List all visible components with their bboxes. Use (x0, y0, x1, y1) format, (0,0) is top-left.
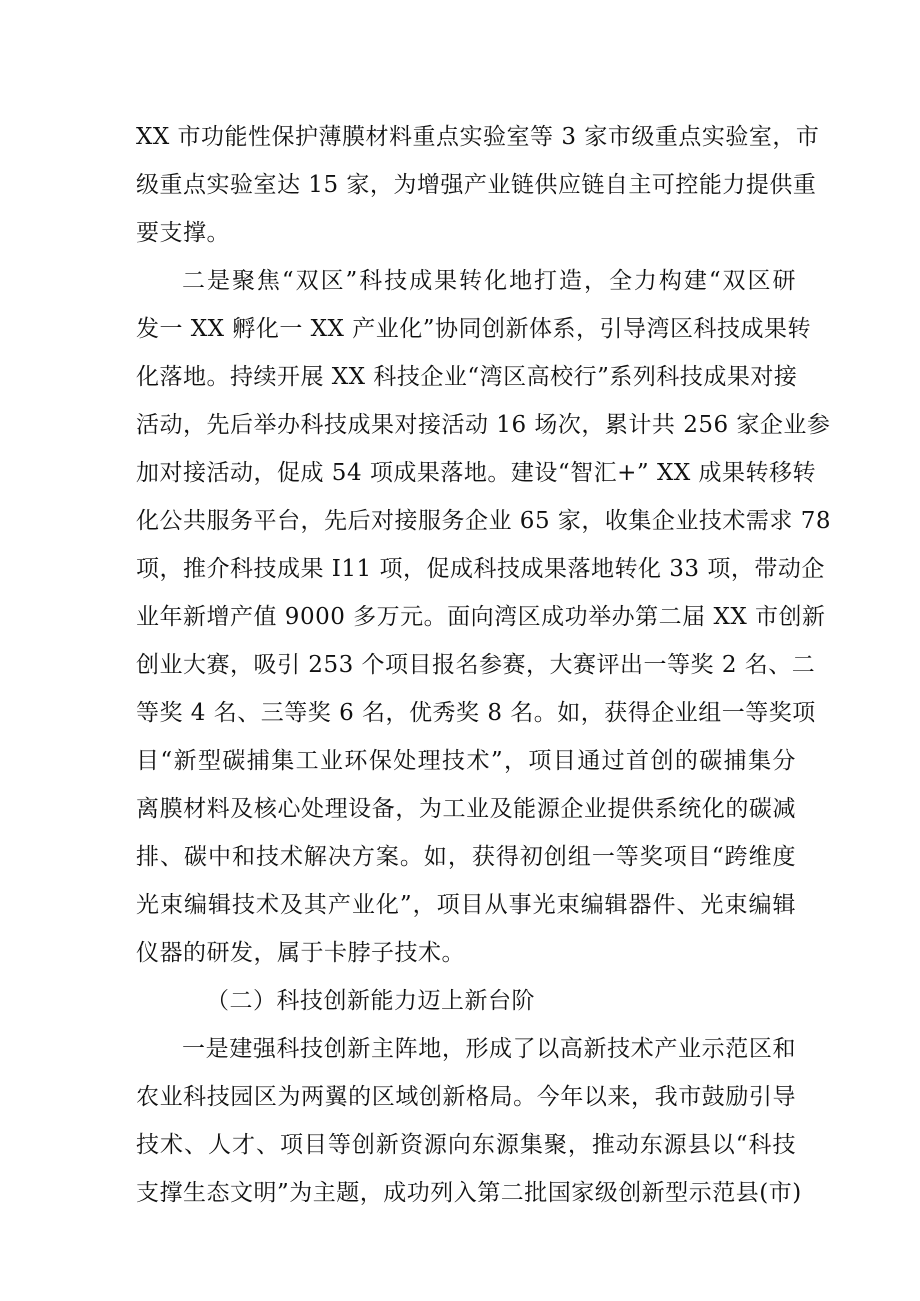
text-line: 等奖 4 名、三等奖 6 名，优秀奖 8 名。如，获得企业组一等奖项 (136, 700, 816, 726)
section-heading-text: （二）科技创新能力迈上新台阶 (206, 988, 535, 1014)
text-line: 业年新增产值 9000 多万元。面向湾区成功举办第二届 XX 市创新 (136, 604, 826, 630)
text-line: 支撑生态文明”为主题，成功列入第二批国家级创新型示范县(市) (136, 1180, 802, 1206)
text-line: 要支撑。 (136, 220, 230, 246)
text-line: 二是聚焦“双区”科技成果转化地打造，全力构建“双区研 (182, 268, 796, 294)
text-line: 化公共服务平台，先后对接服务企业 65 家，收集企业技术需求 78 (136, 508, 831, 534)
text-line: 技术、人才、项目等创新资源向东源集聚，推动东源县以“科技 (136, 1132, 796, 1158)
text-line: 化落地。持续开展 XX 科技企业“湾区高校行”系列科技成果对接 (136, 364, 798, 390)
paragraph-tech-transfer (136, 257, 831, 977)
text-line: 农业科技园区为两翼的区域创新格局。今年以来，我市鼓励引导 (136, 1084, 796, 1110)
text-line: 仪器的研发，属于卡脖子技术。 (136, 940, 465, 966)
text-line: 加对接活动，促成 54 项成果落地。建设“智汇+” XX 成果转移转 (136, 460, 817, 486)
text-line: 离膜材料及核心处理设备，为工业及能源企业提供系统化的碳减 (136, 796, 796, 822)
text-line: 项，推介科技成果 I11 项，促成科技成果落地转化 33 项，带动企 (136, 556, 825, 582)
text-line: 发一 XX 孵化一 XX 产业化”协同创新体系，引导湾区科技成果转 (136, 316, 811, 342)
text-line: XX 市功能性保护薄膜材料重点实验室等 3 家市级重点实验室，市 (136, 124, 820, 150)
paragraph-innovation-hub (136, 1025, 802, 1217)
text-line: 排、碳中和技术解决方案。如，获得初创组一等奖项目“跨维度 (136, 844, 796, 870)
paragraph-lab-summary (136, 113, 820, 257)
text-line: 目“新型碳捕集工业环保处理技术”，项目通过首创的碳捕集分 (136, 748, 796, 774)
text-line: 级重点实验室达 15 家，为增强产业链供应链自主可控能力提供重 (136, 172, 817, 198)
text-line: 一是建强科技创新主阵地，形成了以高新技术产业示范区和 (182, 1036, 796, 1062)
text-line: 创业大赛，吸引 253 个项目报名参赛，大赛评出一等奖 2 名、二 (136, 652, 816, 678)
text-line: 光束编辑技术及其产业化”，项目从事光束编辑器件、光束编辑 (136, 892, 796, 918)
section-heading (136, 977, 796, 1025)
text-line: 活动，先后举办科技成果对接活动 16 场次，累计共 256 家企业参 (136, 412, 831, 438)
